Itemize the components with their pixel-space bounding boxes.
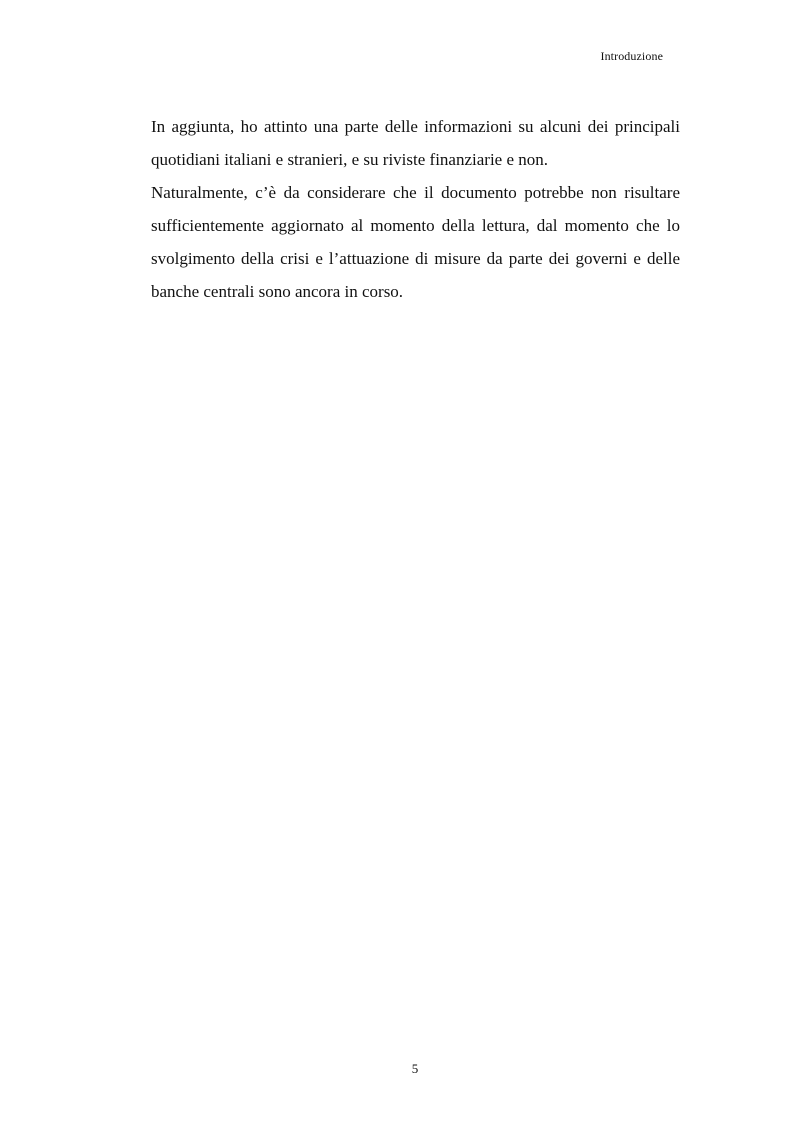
paragraph-caveat: Naturalmente, c’è da considerare che il documento potrebbe non risultare sufficientemente aggiornato al momento della lettura, dal momento che lo svolgimento della crisi e l’attuazione di misure da parte dei governi e delle banche centrali sono ancora in corso. bbox=[151, 183, 680, 301]
page-number: 5 bbox=[411, 1061, 419, 1076]
paragraph-sources: In aggiunta, ho attinto una parte delle informazioni su alcuni dei principali quotidiani italiani e stranieri, e su riviste finanziarie e non. bbox=[151, 117, 680, 169]
body-text bbox=[151, 110, 680, 308]
running-header: Introduzione bbox=[600, 49, 663, 63]
